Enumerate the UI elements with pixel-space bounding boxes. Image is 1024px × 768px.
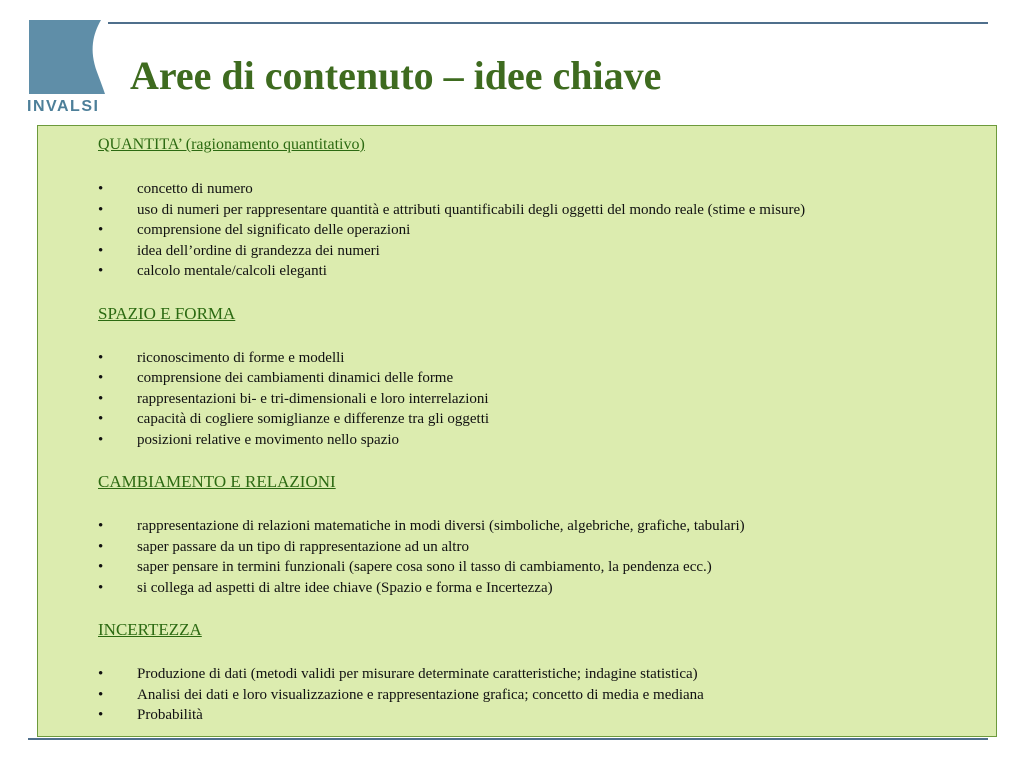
bullet-icon: • [98, 411, 104, 427]
section-spazio-forma [98, 303, 986, 451]
list-item: • posizioni relative e movimento nello spazio [98, 430, 986, 451]
bullet-icon: • [98, 559, 104, 575]
list-item: • si collega ad aspetti di altre idee chiave (Spazio e forma e Incertezza) [98, 578, 986, 599]
invalsi-logo [27, 20, 105, 120]
list-item: • saper passare da un tipo di rappresentazione ad un altro [98, 537, 986, 558]
bullet-icon: • [98, 390, 104, 407]
section-heading: QUANTITA’ (ragionamento quantitativo) [98, 136, 365, 153]
bullet-list [98, 179, 986, 282]
list-item: • concetto di numero [98, 179, 986, 200]
logo-shape-icon [27, 20, 105, 98]
bullet-icon: • [98, 666, 104, 682]
bullet-list [98, 348, 986, 451]
bullet-list [98, 664, 986, 726]
list-item: • Analisi dei dati e loro visualizzazione e rappresentazione grafica; concetto di media e mediana [98, 685, 986, 706]
section-heading: SPAZIO E FORMA [98, 303, 236, 323]
bullet-icon: • [98, 370, 104, 386]
bullet-icon: • [98, 538, 104, 555]
list-item: • riconoscimento di forme e modelli [98, 348, 986, 369]
section-incertezza [98, 619, 986, 726]
section-quantita [98, 134, 986, 282]
list-item: • uso di numeri per rappresentare quantità e attributi quantificabili degli oggetti del mondo reale (stime e misure) [98, 200, 986, 221]
bullet-icon: • [98, 349, 104, 366]
content-box [37, 125, 997, 737]
bullet-icon: • [98, 242, 104, 259]
list-item: • calcolo mentale/calcoli eleganti [98, 261, 986, 282]
bullet-icon: • [98, 707, 104, 723]
bullet-icon: • [98, 263, 104, 279]
top-rule [108, 22, 988, 24]
bullet-list [98, 516, 986, 598]
bullet-icon: • [98, 431, 104, 448]
section-cambiamento-relazioni [98, 471, 986, 598]
section-heading: CAMBIAMENTO E RELAZIONI [98, 472, 336, 491]
bullet-icon: • [98, 579, 104, 596]
list-item: • Produzione di dati (metodi validi per misurare determinate caratteristiche; indagine statistica) [98, 664, 986, 685]
list-item: • saper pensare in termini funzionali (sapere cosa sono il tasso di cambiamento, la pendenza ecc.) [98, 557, 986, 578]
bottom-rule [28, 738, 988, 740]
list-item: • capacità di cogliere somiglianze e differenze tra gli oggetti [98, 409, 986, 430]
bullet-icon: • [98, 201, 104, 218]
list-item: • rappresentazioni bi- e tri-dimensionali e loro interrelazioni [98, 389, 986, 410]
bullet-icon: • [98, 222, 104, 238]
bullet-icon: • [98, 518, 104, 534]
section-heading: INCERTEZZA [98, 620, 202, 639]
list-item: • rappresentazione di relazioni matematiche in modi diversi (simboliche, algebriche, grafiche, tabulari) [98, 516, 986, 537]
list-item: • Probabilità [98, 705, 986, 726]
list-item: • comprensione dei cambiamenti dinamici delle forme [98, 368, 986, 389]
logo-text: INVALSI [27, 98, 100, 115]
page-title: Aree di contenuto – idee chiave [130, 53, 662, 98]
list-item: • idea dell’ordine di grandezza dei numeri [98, 241, 986, 262]
bullet-icon: • [98, 181, 104, 197]
bullet-icon: • [98, 686, 104, 703]
list-item: • comprensione del significato delle operazioni [98, 220, 986, 241]
